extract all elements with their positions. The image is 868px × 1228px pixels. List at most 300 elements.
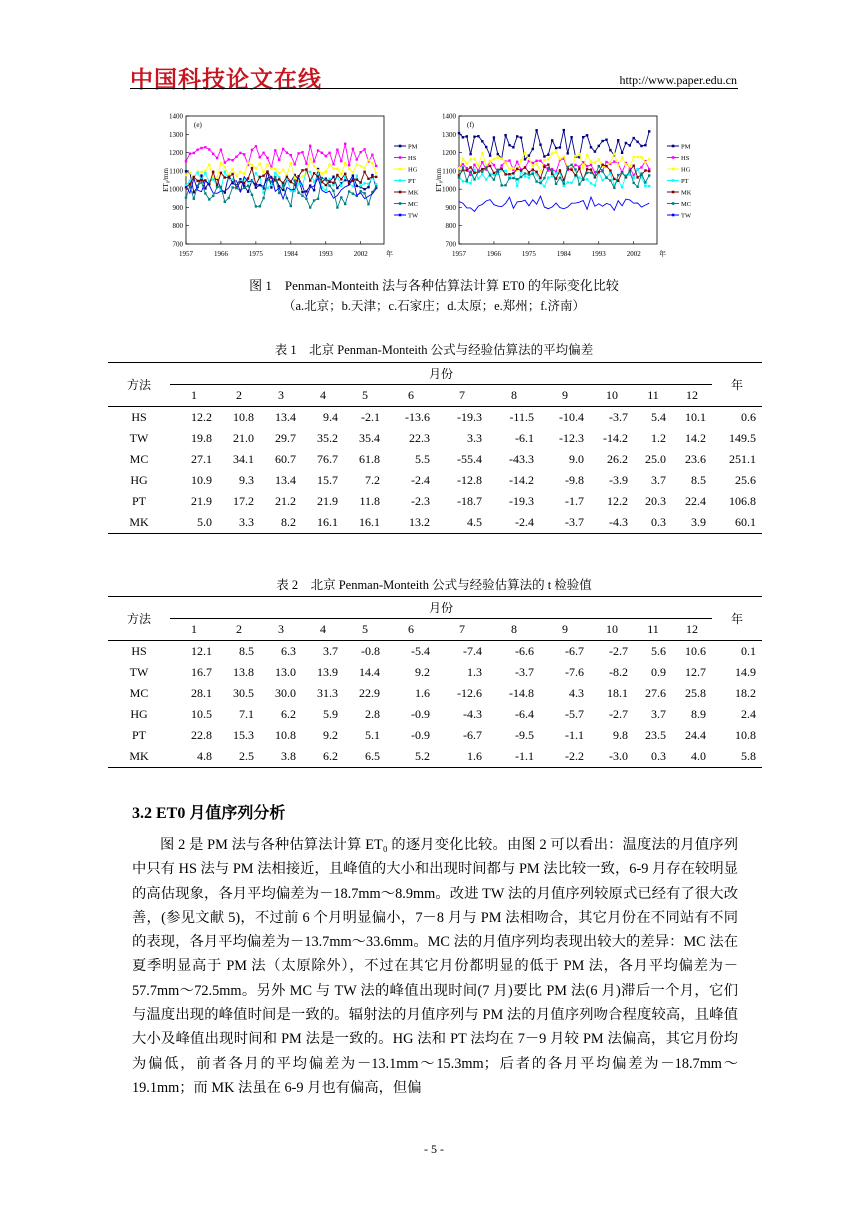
table1-year-cell: 0.6 xyxy=(741,410,756,424)
table2-value-cell: 4.8 xyxy=(170,746,218,768)
chart-f-point-mc xyxy=(594,175,596,177)
chart-f-point-pm xyxy=(559,146,561,148)
table1-value-cell: 10.8 xyxy=(233,410,254,424)
table2-value-cell: 5.9 xyxy=(323,707,338,721)
chart-f-point-pm xyxy=(516,135,518,137)
table2-month-header: 月份 xyxy=(170,597,712,619)
chart-e-point-pt xyxy=(375,183,377,185)
chart-e-point-hg xyxy=(243,173,245,175)
chart-f-point-hg xyxy=(504,161,506,163)
table1-value-cell: 20.3 xyxy=(645,494,666,508)
chart-f-point-mc xyxy=(625,175,627,177)
chart-e-point-pt xyxy=(266,187,268,189)
chart-e-point-pm xyxy=(278,185,280,187)
chart-f-point-pm xyxy=(555,147,557,149)
chart-e-point-hg xyxy=(317,169,319,171)
chart-e-point-hs xyxy=(286,152,288,154)
table2-month-7: 7 xyxy=(436,619,488,641)
chart-f-point-hg xyxy=(508,168,510,170)
chart-e-point-hg xyxy=(340,173,342,175)
chart-f-point-mc xyxy=(648,174,650,176)
chart-e-point-hg xyxy=(321,172,323,174)
chart-e-point-hg xyxy=(352,171,354,173)
chart-f-point-mc xyxy=(543,177,545,179)
table2-month-4: 4 xyxy=(302,619,344,641)
chart-e-point-hg xyxy=(294,177,296,179)
chart-e-point-mk xyxy=(360,181,362,183)
table1-value-cell: 22.4 xyxy=(685,494,706,508)
chart-f-point-mc xyxy=(489,174,491,176)
chart-f-point-pm xyxy=(508,144,510,146)
chart-e-point-pt xyxy=(196,172,198,174)
chart-f-point-pm xyxy=(497,153,499,155)
chart-e-point-mc xyxy=(262,197,264,199)
chart-e-point-pt xyxy=(332,184,334,186)
table2-value-cell: 1.3 xyxy=(467,665,482,679)
header-divider xyxy=(130,88,738,89)
table2-method-cell: MK xyxy=(108,746,170,768)
chart-f-point-hg xyxy=(481,152,483,154)
chart-f-point-mk xyxy=(524,166,526,168)
chart-f-legend-marker xyxy=(672,214,675,217)
table2-value-cell: 6.2 xyxy=(281,707,296,721)
chart-f-point-pm xyxy=(489,154,491,156)
chart-e-point-hg xyxy=(278,172,280,174)
chart-e-point-mc xyxy=(193,198,195,200)
chart-f-point-mk xyxy=(532,168,534,170)
chart-f-point-pt xyxy=(594,184,596,186)
chart-e-point-hg xyxy=(228,173,230,175)
chart-f-point-mc xyxy=(501,184,503,186)
chart-e-point-hs xyxy=(356,158,358,160)
chart-e-point-mc xyxy=(282,184,284,186)
chart-e-y-tick-label: 1100 xyxy=(169,167,183,176)
chart-e-point-hs xyxy=(196,149,198,151)
chart-e-point-hg xyxy=(200,171,202,173)
chart-e-point-mc xyxy=(309,206,311,208)
table1-value-cell: 23.6 xyxy=(685,452,706,466)
table2-method-cell: PT xyxy=(131,728,146,742)
table2-value-cell: 3.7 xyxy=(323,644,338,658)
chart-e-point-pt xyxy=(309,171,311,173)
table2-month-6: 6 xyxy=(386,619,436,641)
table2-value-cell: 6.3 xyxy=(281,644,296,658)
table2-value-cell: -0.9 xyxy=(411,707,430,721)
chart-f-point-hs xyxy=(586,165,588,167)
chart-e-point-mc xyxy=(313,199,315,201)
chart-f-point-mk xyxy=(609,169,611,171)
chart-f-point-pt xyxy=(567,181,569,183)
table1-value-cell: 22.3 xyxy=(409,431,430,445)
site-url[interactable]: http://www.paper.edu.cn xyxy=(619,73,737,87)
chart-f-point-pm xyxy=(512,146,514,148)
chart-e-point-hg xyxy=(363,167,365,169)
table2-value-cell: -9.5 xyxy=(515,728,534,742)
chart-e-point-hg xyxy=(266,163,268,165)
table1-value-cell: 9.0 xyxy=(569,452,584,466)
chart-e-point-pm xyxy=(336,187,338,189)
table2-value-cell: 22.8 xyxy=(191,728,212,742)
chart-e-point-pm xyxy=(200,174,202,176)
table1-method-cell: HS xyxy=(131,410,147,424)
chart-e-point-mk xyxy=(309,179,311,181)
chart-f-y-tick-label: 1300 xyxy=(442,130,456,139)
chart-e-point-mk xyxy=(239,181,241,183)
table2-value-cell: -6.7 xyxy=(565,644,584,658)
table1-value-cell: 26.2 xyxy=(607,452,628,466)
table2-value-cell: 2.8 xyxy=(365,707,380,721)
table1-method-header: 方法 xyxy=(108,363,170,407)
chart-e-point-mc xyxy=(278,192,280,194)
chart-e-point-hs xyxy=(328,152,330,154)
chart-f-point-hg xyxy=(469,158,471,160)
chart-f-point-mk xyxy=(578,167,580,169)
chart-e-point-hg xyxy=(332,167,334,169)
chart-f-point-hs xyxy=(640,166,642,168)
table1-value-cell: 29.7 xyxy=(275,431,296,445)
chart-f-point-hg xyxy=(574,155,576,157)
table1-month-2: 2 xyxy=(218,385,260,407)
chart-f-point-hg xyxy=(512,167,514,169)
chart-e-point-pt xyxy=(274,172,276,174)
table-row xyxy=(108,662,762,683)
chart-f-point-pm xyxy=(629,144,631,146)
chart-e-point-hg xyxy=(220,162,222,164)
table2-value-cell: -6.6 xyxy=(515,644,534,658)
chart-f-point-mk xyxy=(644,169,646,171)
table2-value-cell: 14.4 xyxy=(359,665,380,679)
chart-e-point-mk xyxy=(290,180,292,182)
chart-e-point-mc xyxy=(367,203,369,205)
chart-f-point-hg xyxy=(520,159,522,161)
table1 xyxy=(108,362,762,534)
chart-f-point-hg xyxy=(547,158,549,160)
chart-e-point-hs xyxy=(317,149,319,151)
chart-f-point-pt xyxy=(621,186,623,188)
chart-e-point-pt xyxy=(224,170,226,172)
chart-e-point-hg xyxy=(313,165,315,167)
table1-value-cell: 13.2 xyxy=(386,512,436,534)
chart-e-point-pm xyxy=(193,191,195,193)
chart-f-point-hg xyxy=(586,154,588,156)
chart-f-point-hg xyxy=(629,165,631,167)
chart-f-legend-label: PM xyxy=(681,143,691,151)
chart-f-point-mc xyxy=(586,172,588,174)
table1-month-3: 3 xyxy=(260,385,302,407)
chart-f-point-pm xyxy=(640,145,642,147)
chart-f-point-mk xyxy=(493,172,495,174)
chart-f-point-mc xyxy=(605,177,607,179)
chart-e-point-pm xyxy=(352,174,354,176)
table1-month-12: 12 xyxy=(672,385,712,407)
chart-e-point-hg xyxy=(282,169,284,171)
table2-value-cell: -7.4 xyxy=(463,644,482,658)
chart-f-point-hg xyxy=(625,163,627,165)
chart-f-point-hg xyxy=(644,161,646,163)
chart-e-point-hs xyxy=(228,158,230,160)
chart-f-point-pm xyxy=(563,129,565,131)
chart-e-point-mc xyxy=(231,186,233,188)
chart-f-point-pm xyxy=(633,137,635,139)
chart-e-point-mc xyxy=(352,193,354,195)
chart-f-point-hg xyxy=(466,162,468,164)
table2-value-cell: 9.2 xyxy=(415,665,430,679)
table1-value-cell: 11.8 xyxy=(359,494,380,508)
chart-f-point-mc xyxy=(644,181,646,183)
table2-value-cell: 13.8 xyxy=(233,665,254,679)
table1-value-cell: 9.4 xyxy=(323,410,338,424)
chart-f-point-pt xyxy=(648,185,650,187)
table1-value-cell: -4.3 xyxy=(590,512,634,534)
table2-title: 表 2 北京 Penman-Monteith 公式与经验估算法的 t 检验值 xyxy=(276,578,592,592)
table2-value-cell: 15.3 xyxy=(233,728,254,742)
chart-f-point-mc xyxy=(559,177,561,179)
table-row xyxy=(108,641,762,663)
table-row xyxy=(108,512,762,534)
table2-value-cell: -0.9 xyxy=(411,728,430,742)
chart-e-point-hg xyxy=(356,163,358,165)
chart-e-point-mc xyxy=(340,196,342,198)
chart-e-point-mc xyxy=(332,190,334,192)
chart-f-point-mk xyxy=(501,167,503,169)
chart-f-point-pt xyxy=(644,185,646,187)
chart-f-point-hs xyxy=(466,167,468,169)
chart-e-panel-label: (e) xyxy=(194,121,202,129)
table1-value-cell: 0.3 xyxy=(634,512,672,534)
chart-f-point-pt xyxy=(563,185,565,187)
chart-e-point-hs xyxy=(294,163,296,165)
table2-value-cell: -1.1 xyxy=(565,728,584,742)
chart-f-point-pt xyxy=(528,177,530,179)
table1-value-cell: -9.8 xyxy=(565,473,584,487)
chart-e-point-pm xyxy=(243,184,245,186)
table1-value-cell: -1.7 xyxy=(565,494,584,508)
table1-value-cell: 5.5 xyxy=(415,452,430,466)
chart-f-point-pm xyxy=(644,144,646,146)
chart-e-point-hg xyxy=(301,175,303,177)
chart-e-point-hs xyxy=(200,147,202,149)
chart-e-point-hs xyxy=(332,163,334,165)
table1-value-cell: 16.1 xyxy=(302,512,344,534)
chart-e-point-hs xyxy=(204,146,206,148)
chart-e-point-hg xyxy=(259,163,261,165)
chart-e-legend-label: HS xyxy=(408,154,417,162)
table2-month-10: 10 xyxy=(590,619,634,641)
chart-e-point-pt xyxy=(328,178,330,180)
chart-f-point-hg xyxy=(497,156,499,158)
table2-value-cell: 5.2 xyxy=(386,746,436,768)
chart-f-point-mc xyxy=(528,173,530,175)
table1-value-cell: -2.1 xyxy=(361,410,380,424)
chart-f-y-tick-label: 1100 xyxy=(442,167,456,176)
table2-value-cell: -1.1 xyxy=(488,746,540,768)
table2-value-cell: -4.3 xyxy=(463,707,482,721)
chart-e-point-pt xyxy=(255,172,257,174)
table2-value-cell: 4.0 xyxy=(672,746,712,768)
table2-method-header: 方法 xyxy=(108,597,170,641)
table1-value-cell: 8.5 xyxy=(691,473,706,487)
table2-value-cell: 2.5 xyxy=(218,746,260,768)
table1-value-cell: 61.8 xyxy=(359,452,380,466)
chart-f-point-pt xyxy=(462,180,464,182)
table2-month-9: 9 xyxy=(540,619,590,641)
chart-e-series-hs xyxy=(186,144,376,168)
table2-value-cell: -2.2 xyxy=(540,746,590,768)
table1-method-cell: MC xyxy=(129,452,149,466)
chart-e-point-mc xyxy=(301,195,303,197)
chart-e-x-unit: 年 xyxy=(386,250,393,258)
chart-f-point-mc xyxy=(547,167,549,169)
table2-month-1: 1 xyxy=(170,619,218,641)
chart-e-point-hs xyxy=(297,152,299,154)
chart-e-point-hs xyxy=(262,152,264,154)
chart-f-point-hs xyxy=(493,164,495,166)
chart-e-point-mk xyxy=(189,183,191,185)
chart-f-point-pt xyxy=(590,182,592,184)
table1-value-cell: -11.5 xyxy=(509,410,534,424)
chart-f-point-mk xyxy=(466,169,468,171)
chart-f-point-mk xyxy=(648,170,650,172)
chart-f-point-pt xyxy=(504,170,506,172)
table1-value-cell: 10.1 xyxy=(685,410,706,424)
table2-month-2: 2 xyxy=(218,619,260,641)
chart-f-legend-marker xyxy=(672,156,675,159)
table2-value-cell: -7.6 xyxy=(565,665,584,679)
chart-e-point-pm xyxy=(270,186,272,188)
chart-f-point-mc xyxy=(497,169,499,171)
chart-e-point-mk xyxy=(305,168,307,170)
table1-value-cell: 17.2 xyxy=(233,494,254,508)
chart-f-point-pm xyxy=(469,153,471,155)
table2-value-cell: -5.7 xyxy=(565,707,584,721)
chart-e-point-mc xyxy=(228,197,230,199)
chart-e-point-hs xyxy=(189,153,191,155)
table1-value-cell: 9.3 xyxy=(239,473,254,487)
chart-f-point-pm xyxy=(621,152,623,154)
chart-e-legend-label: MC xyxy=(408,200,419,208)
chart-e-point-mk xyxy=(340,178,342,180)
table2-value-cell: 30.0 xyxy=(275,686,296,700)
chart-e-point-pt xyxy=(352,185,354,187)
table2-value-cell: 9.2 xyxy=(323,728,338,742)
chart-f-point-pt xyxy=(524,175,526,177)
figure-caption: 图 1 Penman-Monteith 法与各种估算法计算 ET0 的年际变化比较 xyxy=(249,278,619,293)
table1-year-cell: 251.1 xyxy=(729,452,756,466)
table2-month-8: 8 xyxy=(488,619,540,641)
table1-month-5: 5 xyxy=(344,385,386,407)
chart-f-point-pt xyxy=(469,182,471,184)
chart-e-svg xyxy=(160,108,430,268)
chart-e-point-hs xyxy=(274,149,276,151)
chart-f-point-hg xyxy=(543,159,545,161)
chart-e-point-mk xyxy=(262,175,264,177)
chart-e-point-mc xyxy=(255,205,257,207)
chart-f-point-mk xyxy=(547,163,549,165)
table2-year-cell: 0.1 xyxy=(741,644,756,658)
chart-e-point-hg xyxy=(239,171,241,173)
chart-f-point-hs xyxy=(605,161,607,163)
table1-value-cell: -10.4 xyxy=(559,410,584,424)
table2-value-cell: 4.3 xyxy=(569,686,584,700)
chart-e-point-hs xyxy=(185,160,187,162)
table1-value-cell: 34.1 xyxy=(233,452,254,466)
chart-f-point-mc xyxy=(567,166,569,168)
chart-e-point-mk xyxy=(220,172,222,174)
chart-e-point-hg xyxy=(328,163,330,165)
chart-e-point-mc xyxy=(317,198,319,200)
chart-e-point-mc xyxy=(328,185,330,187)
chart-e-point-mk xyxy=(301,169,303,171)
chart-e-point-mc xyxy=(290,205,292,207)
table1-month-1: 1 xyxy=(170,385,218,407)
table2-value-cell: 6.5 xyxy=(344,746,386,768)
chart-e-y-tick-label: 700 xyxy=(172,240,183,249)
table1-month-11: 11 xyxy=(634,385,672,407)
chart-e-point-hg xyxy=(262,171,264,173)
chart-e-point-hs xyxy=(290,154,292,156)
chart-e-point-pt xyxy=(313,181,315,183)
chart-f-point-mk xyxy=(559,169,561,171)
chart-e-point-hg xyxy=(286,173,288,175)
chart-f-point-mc xyxy=(493,178,495,180)
chart-e-point-mk xyxy=(344,173,346,175)
chart-f-point-hs xyxy=(590,164,592,166)
chart-e-point-mc xyxy=(208,198,210,200)
table2-value-cell: 3.7 xyxy=(651,707,666,721)
chart-e-point-pt xyxy=(294,190,296,192)
chart-e-point-hs xyxy=(212,153,214,155)
table1-value-cell: 5.4 xyxy=(651,410,666,424)
chart-e-point-hs xyxy=(231,159,233,161)
chart-f-point-pt xyxy=(547,176,549,178)
chart-f-point-mc xyxy=(629,170,631,172)
table2-value-cell: -3.7 xyxy=(515,665,534,679)
chart-e-legend-marker xyxy=(399,145,402,148)
chart-e-point-mk xyxy=(356,178,358,180)
table1-method-cell: HG xyxy=(130,473,148,487)
chart-e-point-mc xyxy=(212,195,214,197)
chart-e-point-hs xyxy=(305,163,307,165)
chart-e-point-hs xyxy=(193,152,195,154)
chart-f-point-pm xyxy=(504,134,506,136)
chart-e-point-mk xyxy=(231,173,233,175)
chart-e-point-pm xyxy=(367,186,369,188)
chart-e-point-hg xyxy=(204,170,206,172)
table1-month-6: 6 xyxy=(386,385,436,407)
chart-f-point-mc xyxy=(621,172,623,174)
chart-e-point-hs xyxy=(336,149,338,151)
chart-e-y-tick-label: 1200 xyxy=(169,149,183,158)
chart-f-point-mk xyxy=(489,165,491,167)
chart-f-legend-label: TW xyxy=(681,212,692,220)
chart-e-point-hs xyxy=(224,161,226,163)
chart-f-point-pm xyxy=(493,136,495,138)
chart-f-point-hg xyxy=(477,165,479,167)
body-paragraph: 图 2 是 PM 法与各种估算法计算 ET₀ 的逐月变化比较。由图 2 可以看出：温度法的月值序列中只有 HS 法与 PM 法相接近，且峰值的大小和出现时间都与 PM 法比较一致，6-9 月存在较明显的高估现象，各月平均偏差为－18.7mm～8.9mm。改进 TW 法的月值序列较原式已经有了很大改善，(参见文献 5)，不过前 6 个月明显偏小，7－8 月与 PM 法相吻合，其它月份在不同站有不同的表现，各月平均偏差为－13.7mm～33.6mm。MC 法的月值序列均表现出较大的差异：MC 法在夏季明显高于 PM 法（太原除外），不过在其它月份都明显的低于 PM 法，各月平均偏差为－57.7mm～72.5mm。另外 MC 与 TW 法的峰值出现时间(7 月)要比 PM 法(6 月)滞后一个月，它们与温度出现的峰值时间是一致的。辐射法的月值序列与 PM 法的月值序列吻合程度较高，且峰值大小及峰值出现时间和 PM 法是一致的。HG 法和 PT 法均在 7－9 月较 PM 法偏高，其它月份均为偏低，前者各月的平均偏差为－13.1mm～15.3mm；后者的各月平均偏差为－18.7mm～19.1mm；而 MK 法虽在 6-9 月也有偏高，但偏 xyxy=(132,837,738,1096)
table1-value-cell: -14.2 xyxy=(603,431,628,445)
table2-value-cell: 28.1 xyxy=(191,686,212,700)
chart-f-point-pm xyxy=(609,149,611,151)
chart-e-point-hs xyxy=(239,152,241,154)
table1-year-cell: 60.1 xyxy=(712,512,762,534)
chart-e-legend-marker xyxy=(399,214,402,217)
chart-e-point-mc xyxy=(325,179,327,181)
table2-value-cell: -2.7 xyxy=(609,644,628,658)
chart-e-point-mk xyxy=(266,171,268,173)
chart-e-point-mc xyxy=(297,192,299,194)
chart-e-point-mk xyxy=(247,177,249,179)
chart-e-point-hg xyxy=(325,171,327,173)
